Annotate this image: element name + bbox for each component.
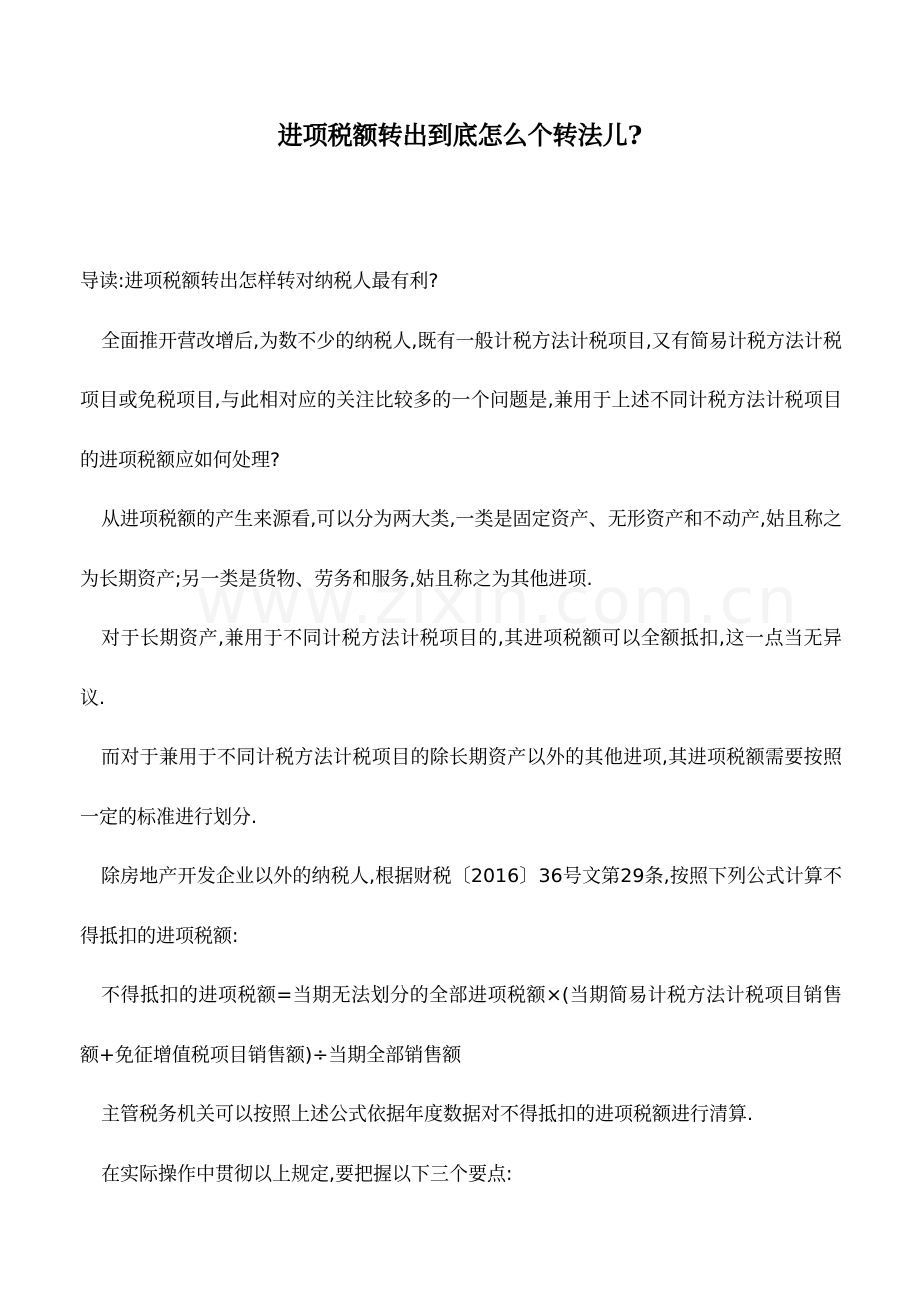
body-paragraph: 全面推开营改增后,为数不少的纳税人,既有一般计税方法计税项目,又有简易计税方法计税项目或免税项目,与此相对应的关注比较多的一个问题是,兼用于上述不同计税方法计税项目的进项税额应如何处理? [80,329,842,471]
intro-paragraph: 导读:进项税额转出怎样转对纳税人最有利? [80,270,439,292]
document-title: 进项税额转出到底怎么个转法儿? [277,121,643,150]
body-paragraph: 除房地产开发企业以外的纳税人,根据财税〔2016〕36号文第29条,按照下列公式计算不得抵扣的进项税额: [80,865,842,947]
body-paragraph: 在实际操作中贯彻以上规定,要把握以下三个要点: [101,1162,513,1185]
document-body [80,252,842,1204]
body-paragraph: 对于长期资产,兼用于不同计税方法计税项目的,其进项税额可以全额抵扣,这一点当无异议. [80,627,842,709]
body-paragraph: 而对于兼用于不同计税方法计税项目的除长期资产以外的其他进项,其进项税额需要按照一定的标准进行划分. [80,746,842,828]
body-paragraph: 从进项税额的产生来源看,可以分为两大类,一类是固定资产、无形资产和不动产,姑且称之为长期资产;另一类是货物、劳务和服务,姑且称之为其他进项. [80,508,842,590]
formula-paragraph: 不得抵扣的进项税额=当期无法划分的全部进项税额×(当期简易计税方法计税项目销售额+免征增值税项目销售额)÷当期全部销售额 [80,984,842,1066]
body-paragraph: 主管税务机关可以按照上述公式依据年度数据对不得抵扣的进项税额进行清算. [101,1103,754,1125]
